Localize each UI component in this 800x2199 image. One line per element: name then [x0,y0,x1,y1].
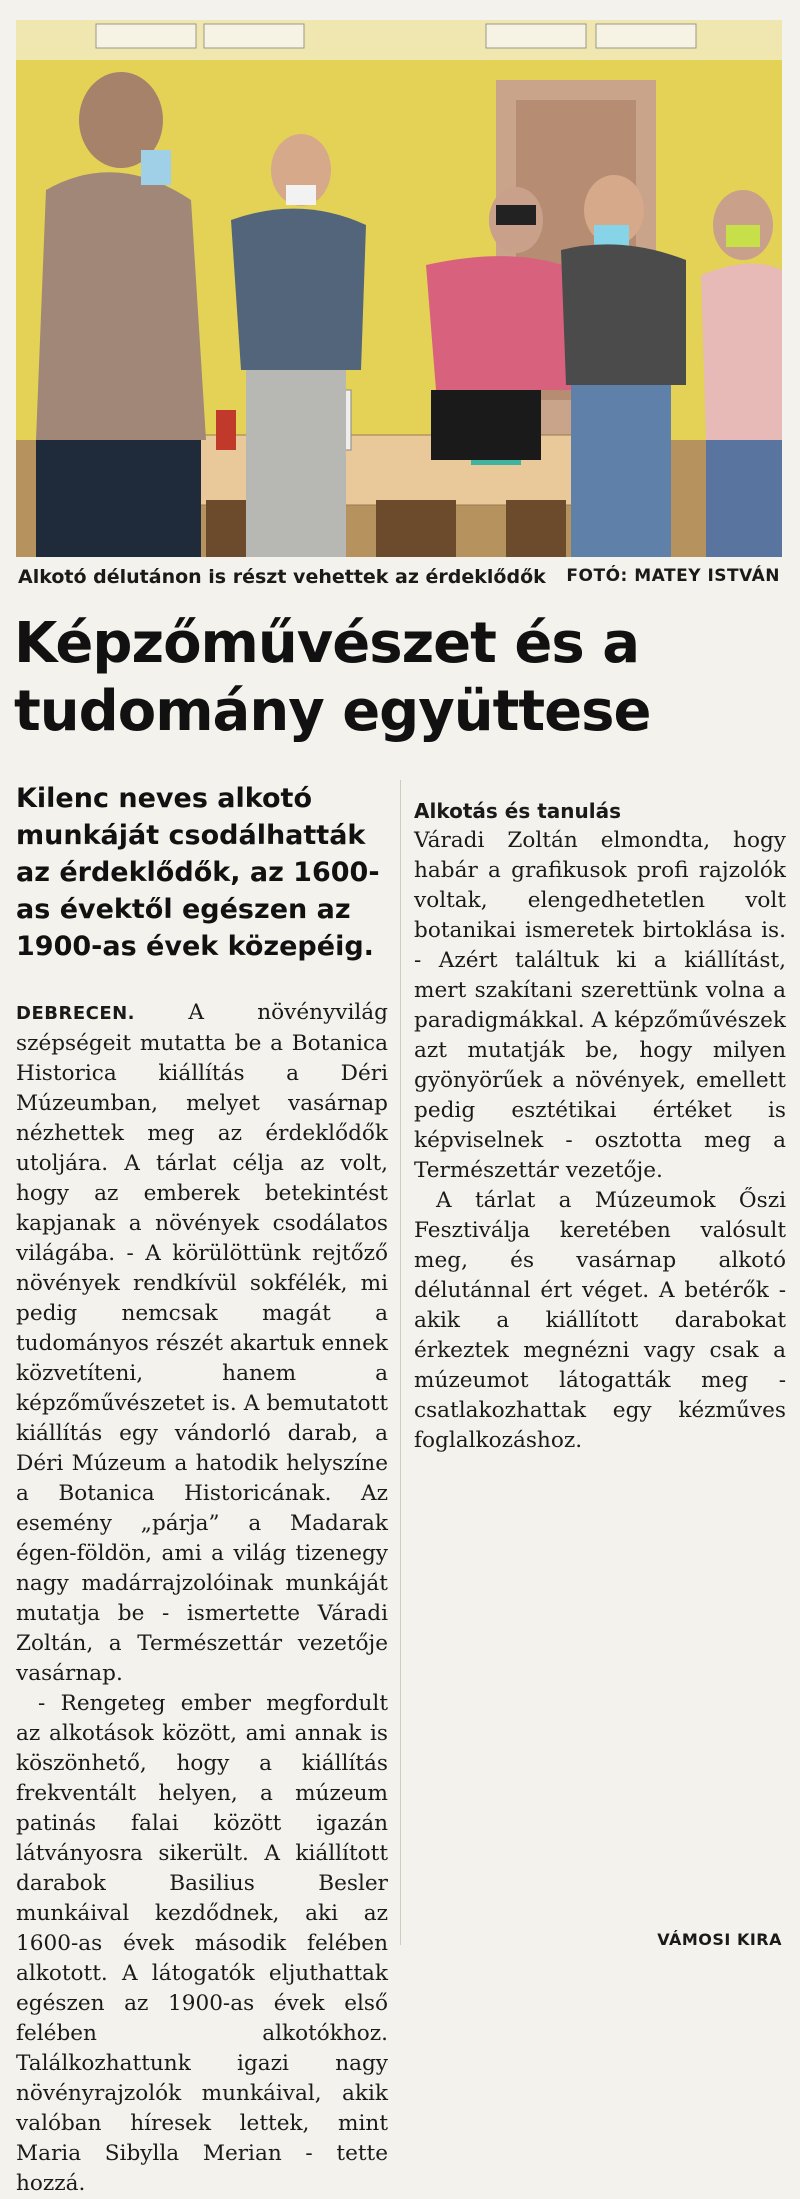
paragraph-1 [16,998,388,1689]
paragraph-2: - Rengeteg ember megfordult az alkotások között, ami annak is köszönhető, hogy a kiállítás frekventált helyen, a múzeum patinás falai között igazán látványosra sikerült. A kiállított darabok Basilius Besler munkáival kezdődnek, aki az 1600-as évek második felében alkotott. A látogatók eljuthattak egészen az 1900-as évek első felében alkotókhoz. Találkozhattunk igazi nagy növényrajzolók munkáival, akik valóban híresek lettek, mint Maria Sibylla Merian - tette hozzá. [16,1691,388,2196]
headline-line-1: Képzőművészet és a [14,611,640,676]
workshop-photo-illustration [16,20,782,557]
dateline: DEBRECEN. [16,1003,136,1024]
paragraph-1-text: A növényvilág szépségeit mutatta be a Botanica Historica kiállítás a Déri Múzeumban, melyet vasárnap nézhettek meg az érdeklődők utoljára. A tárlat célja az volt, hogy az emberek betekintést kapjanak a növények csodálatos világába. - A körülöttünk rejtőző növények rendkívül sokfélék, mi pedig nemcsak magát a tudományos részét akartuk ennek közvetíteni, hanem a képzőművészetet is. A bemutatott kiállítás egy vándorló darab, a Déri Múzeum a hatodik helyszíne a Botanica Historicának. Az esemény „párja” a Madarak égen-földön, ami a világ tizenegy nagy madárrajzolóinak munkáját mutatja be - ismertette Váradi Zoltán, a Természettár vezetője vasárnap. [16,1000,388,1686]
column-divider [400,780,401,1945]
photo-caption-row [16,566,782,596]
section-subhead: Alkotás és tanulás [414,799,621,823]
article-lead: Kilenc neves alkotó munkáját csodálhatták az érdeklődők, az 1600-as évektől egészen az 1900-as évek közepéig. [16,783,380,962]
photo-caption: Alkotó délutánon is részt vehettek az érdeklődők [18,566,546,588]
paragraph-4: A tárlat a Múzeumok Őszi Fesztiválja keretében valósult meg, és vasárnap alkotó délutánnal ért véget. A betérők - akik a kiállított darabokat érkeztek megnézni vagy csak a múzeumot látogatták meg - csatlakozhattak egy kézműves foglalkozáshoz. [414,1188,786,1453]
paragraph-3: Váradi Zoltán elmondta, hogy habár a grafikusok profi rajzolók voltak, elengedhetetlen volt botanikai ismeretek birtoklása is. - Azért találtuk ki a kiállítást, mert szakítani szerettünk volna a paradigmákkal. A képzőművészek azt mutatják be, hogy milyen gyönyörűek a növények, emellett pedig esztétikai értéket is képviselnek - osztotta meg a Természettár vezetője. [414,828,786,1183]
author-byline: VÁMOSI KIRA [657,1930,782,1949]
headline-line-2: tudomány együttese [14,679,651,744]
article-column-1 [16,998,388,2199]
article-photo [16,20,782,557]
article-headline [14,610,784,746]
photo-credit: FOTÓ: MATEY ISTVÁN [566,566,780,586]
article-column-2 [414,780,786,1456]
